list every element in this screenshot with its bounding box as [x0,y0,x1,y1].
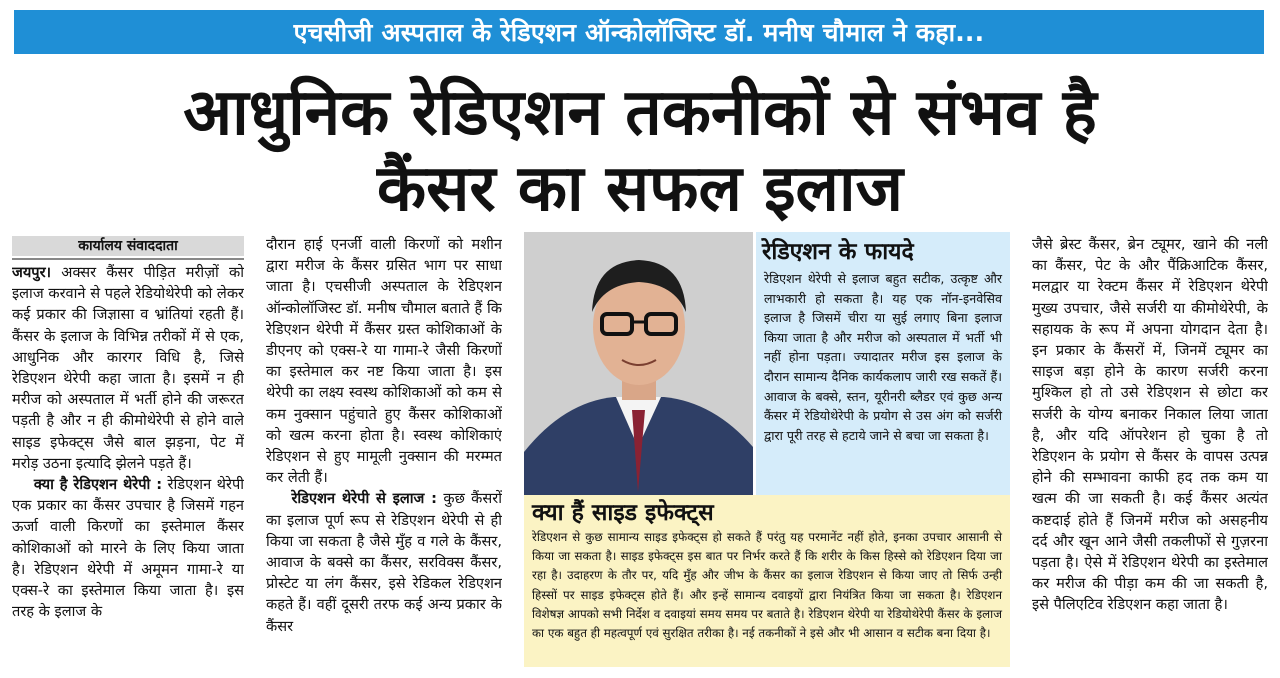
column-2-section [266,488,502,636]
byline: कार्यालय संवाददाता [12,236,244,256]
subhead-what-is-radiation: क्या है रेडिएशन थेरेपी : [33,476,163,494]
subhead-treatment: रेडिएशन थेरेपी से इलाज : [291,490,438,508]
top-banner: एचसीजी अस्पताल के रेडिएशन ऑन्कोलॉजिस्ट डॉ. मनीष चौमाल ने कहा... [14,10,1264,54]
headline-line-1: आधुनिक रेडिएशन तकनीकों से संभव है [183,76,1097,150]
column-1-section [12,474,244,622]
column-2-para-1: दौरान हाई एनर्जी वाली किरणों को मशीन द्वारा मरीज के कैंसर ग्रसित भाग पर साधा जाता है। एचसीजी अस्पताल के रेडिएशन ऑन्कोलॉजिस्ट डॉ. मनीष चौमाल बताते हैं कि रेडिएशन थेरेपी में कैंसर ग्रस्त कोशिकाओं के डीएनए को एक्स-रे या गामा-रे जैसी किरणों का इस्तेमाल कर नष्ट किया जाता है। इस थेरेपी का लक्ष्य स्वस्थ कोशिकाओं को कम से कम नुक्सान पहुंचाते हुए कैंसर कोशिकाओं को खत्म करना होता है। स्वस्थ कोशिकाएं रेडिएशन से हुए मामूली नुक्सान की मरम्मत कर लेती हैं। [266,236,502,487]
column-5-para-1: जैसे ब्रेस्ट कैंसर, ब्रेन ट्यूमर, खाने की नली का कैंसर, पेट के और पैंक्रिआटिक कैंसर, मलद्वार या रेक्टम कैंसर में रेडिएशन थेरेपी मुख्य उपचार, जैसे सर्जरी या कीमोथेरेपी, के सहायक के रूप में अपना योगदान देता है। इन प्रकार के कैंसरों में, जिनमें ट्यूमर का साइज बड़ा होने के कारण सर्जरी करना मुश्किल हो तो उसे रेडिएशन से छोटा कर सर्जरी के योग्य बनाकर निकाल लिया जाता है, और यदि ऑपरेशन हो चुका है तो रेडिएशन के प्रयोग से कैंसर के वापस उत्पन्न होने की सम्भावना काफी हद तक कम या खत्म की जा सकती है। कई कैंसर अत्यंत कष्टदाई होते हैं जिनमें मरीज को असहनीय दर्द और खून आने जैसी तकलीफों से गुज़रना पड़ता है। ऐसे में रेडिएशन थेरेपी का इस्तेमाल कर मरीज की पीड़ा कम की जा सकती है, इसे पैलिएटिव रेडिएशन कहा जाता है। [1032,236,1268,614]
article-column-2 [266,234,502,676]
doctor-portrait-illustration [524,232,753,495]
article-column-5 [1032,234,1268,676]
article-column-1 [12,262,244,676]
headline-line-2: कैंसर का सफल इलाज [376,152,904,226]
side-effects-text: रेडिएशन से कुछ सामान्य साइड इफेक्ट्स हो सकते हैं परंतु यह परमानेंट नहीं होते, इनका उपचार आसानी से किया जा सकता है। साइड इफेक्ट्स इस बात पर निर्भर करते हैं कि शरीर के किस हिस्से को रेडिएशन दिया जा रहा है। उदाहरण के तौर पर, यदि मुँह और जीभ के कैंसर का इलाज रेडिएशन से किया जाए तो सिर्फ उन्ही हिस्सों पर साइड इफेक्ट्स होते हैं। और इन्हें सामान्य दवाइयों द्वारा नियंत्रित किया जा सकता है। रेडिएशन विशेषज्ञ आपको सभी निर्देश व दवाइयां समय समय पर बताते है। रेडिएशन थेरेपी या रेडियोथेरेपी कैंसर के इलाज का एक बहुत ही महत्वपूर्ण एवं सुरक्षित तरीका है। नई तकनीकों ने इसे और भी आसान व सटीक बना दिया है। [532,530,1002,641]
benefits-box [756,232,1010,495]
column-2-para-2: कुछ कैंसरों का इलाज पूर्ण रूप से रेडिएशन थेरेपी से ही किया जा सकता है जैसे मुँह व गले के कैंसर, आवाज के बक्से का कैंसर, सरविक्स कैंसर, प्रोस्टेट या लंग कैंसर, इसे रेडिकल रेडिएशन कहते हैं। वहीं दूसरी तरफ कई अन्य प्रकार के कैंसर [266,490,502,635]
side-effects-title: क्या हैं साइड इफेक्ट्स [532,500,714,526]
doctor-portrait [524,232,753,495]
column-1-text [12,262,244,474]
column-1-para-2: रेडिएशन थेरेपी एक प्रकार का कैंसर उपचार है जिसमें गहन ऊर्जा वाली किरणों का इस्तेमाल कैंसर कोशिकाओं को मारने के लिए किया जाता है। रेडिएशन थेरेपी में अमूमन गामा-रे या एक्स-रे का इस्तेमाल किया जाता है। इस तरह के इलाज के [12,476,244,621]
column-1-para-1: अक्सर कैंसर पीड़ित मरीज़ों को इलाज करवाने से पहले रेडियोथेरेपी को लेकर कई प्रकार की जिज्ञासा व भ्रांतियां रहती हैं। कैंसर के इलाज के विभिन्न तरीकों में से एक, आधुनिक और कारगर विधि है, जिसे रेडिएशन थेरेपी कहा जाता है। इसमें न ही मरीज को अस्पताल में भर्ती होने की जरूरत पड़ती है और न ही कीमोथेरेपी से होने वाले साइड इफेक्ट्स जैसे बाल झड़ना, पेट में मरोड़ उठना इत्यादि झेलने पड़ते हैं। [12,264,244,472]
byline-divider [12,258,244,260]
side-effects-box [524,495,1010,667]
benefits-title: रेडिएशन के फायदे [762,239,914,265]
dateline: जयपुर। [12,264,52,281]
benefits-text: रेडिएशन थेरेपी से इलाज बहुत सटीक, उत्कृष्ट और लाभकारी हो सकता है। यह एक नॉन-इनवेसिव इलाज है जिसमें चीरा या सुई लगाए बिना इलाज किया जाता है और मरीज को अस्पताल में भर्ती भी नहीं होना पड़ता। ज्यादातर मरीज इस इलाज के दौरान सामान्य दैनिक कार्यकलाप जारी रख सकतें हैं। आवाज के बक्से, स्तन, यूरीनरी ब्लैडर एवं कुछ अन्य कैंसर में रेडियोथेरेपी के प्रयोग से उस अंग को सर्जरी द्वारा पूरी तरह से हटाये जाने से बचा जा सकता है। [764,271,1002,443]
